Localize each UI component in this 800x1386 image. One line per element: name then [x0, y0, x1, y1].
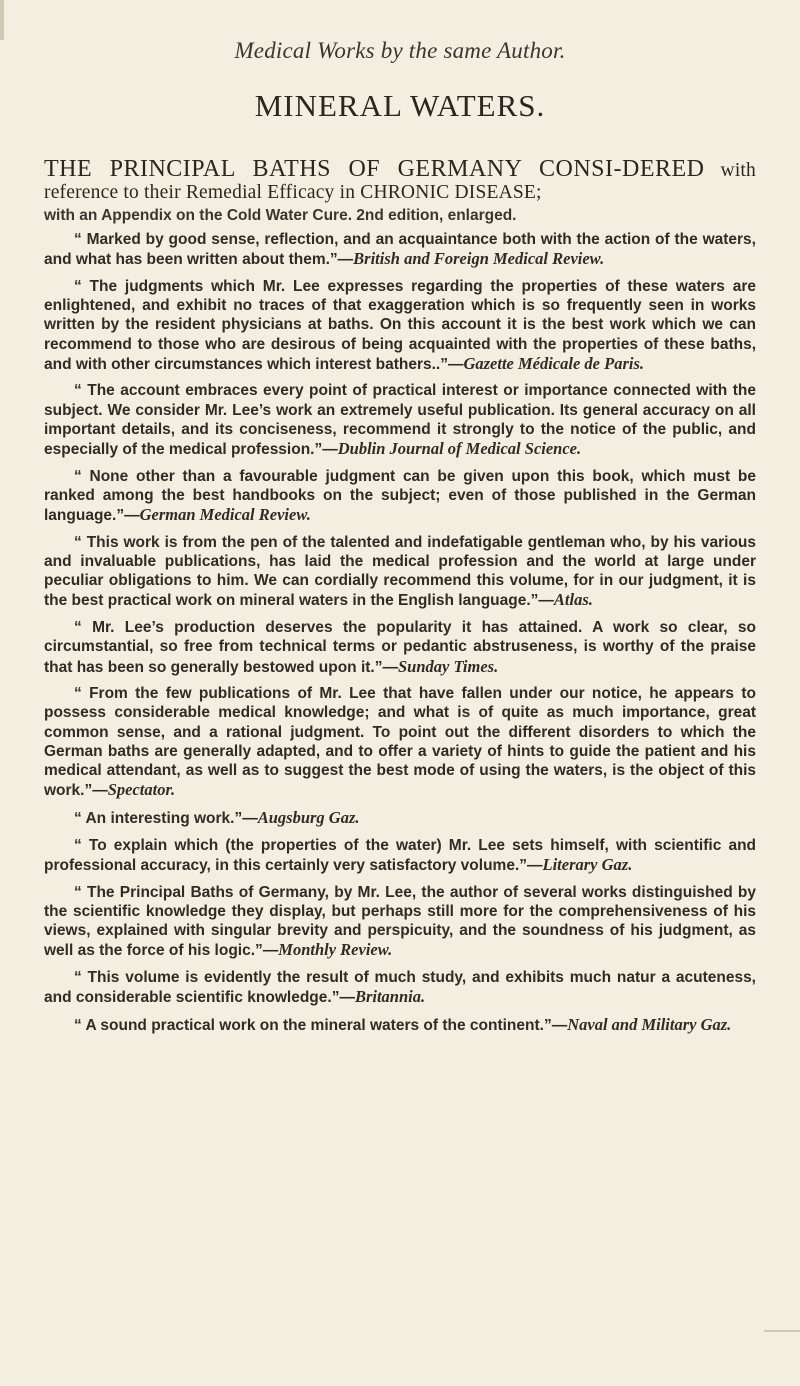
page-title: MINERAL WATERS.	[254, 88, 546, 123]
review-source: Dublin Journal of Medical Science.	[337, 439, 582, 459]
review-quote	[44, 808, 756, 828]
review-quote	[44, 618, 756, 677]
review-source: Sunday Times.	[397, 656, 499, 676]
review-text: “ The judgments which Mr. Lee expresses regarding the properties of these waters are enlightened, and exhibit no traces of that exaggeration which is so frequently seen in works written by the resident physicians at baths. On this account it is the best work which we can recommend to those who are desirous of being acquainted with the properties of these baths, and with other circumstances which interest bathers..”—	[44, 277, 756, 373]
review-source: Spectator.	[107, 780, 176, 800]
review-source: Britannia.	[354, 987, 426, 1007]
review-quote	[44, 1015, 756, 1035]
review-quote	[44, 883, 756, 961]
review-quote	[44, 968, 756, 1007]
review-text: “ None other than a favourable judgment can be given upon this book, which must be ranked among the best handbooks on the subject; even of those published in the German language.”—	[44, 467, 756, 525]
book-title-main: THE PRINCIPAL BATHS OF GERMANY CONSI-DERED	[44, 156, 705, 182]
page-edge-mark	[0, 0, 4, 40]
review-text: “ A sound practical work on the mineral waters of the continent.”—	[74, 1016, 568, 1034]
book-title-topic: CHRONIC DISEASE	[360, 182, 537, 203]
book-title-reference: with reference to their Remedial Efficacy in	[44, 160, 756, 203]
book-title	[44, 158, 756, 204]
review-source: Monthly Review.	[278, 940, 393, 960]
review-source: German Medical Review.	[139, 505, 311, 525]
review-text: “ This volume is evidently the result of much study, and exhibits much natur a acuteness, and considerable scientific knowledge.”—	[44, 968, 756, 1007]
review-quote	[44, 533, 756, 611]
review-source: Literary Gaz.	[542, 854, 633, 874]
review-quote	[44, 277, 756, 374]
review-text: “ Marked by good sense, reflection, and an acquaintance both with the action of the waters, and what has been written about them.”—	[44, 231, 756, 269]
review-text: “ An interesting work.”—	[74, 809, 258, 827]
review-text: “ The Principal Baths of Germany, by Mr. Lee, the author of several works distinguished by the scientific knowledge they display, but perhaps still more for the comprehensiveness of his views, explained with singular brevity and perspicuity, and the soundness of his judgment, as well as the force of his logic.”—	[44, 883, 756, 960]
review-source: Naval and Military Gaz.	[567, 1014, 732, 1034]
review-text: “ Mr. Lee’s production deserves the popularity it has attained. A work so clear, so circumstantial, so free from technical terms or pedantic abstruseness, is worthy of the praise that has been so generally bestowed upon it.”—	[44, 619, 756, 676]
advertisement-body	[44, 158, 756, 1043]
review-source: Gazette Médicale de Paris.	[463, 353, 645, 373]
review-source: Atlas.	[553, 590, 593, 610]
review-text: “ To explain which (the properties of the water) Mr. Lee sets himself, with scientific and professional accuracy, in this certainly very satisfactory volume.”—	[44, 836, 756, 874]
review-quote	[44, 684, 756, 800]
running-title: Medical Works by the same Author.	[234, 38, 566, 63]
book-title-punct: ;	[536, 182, 542, 203]
review-text: “ The account embraces every point of practical interest or importance connected with the subject. We consider Mr. Lee’s work an extremely useful publication. Its general accuracy on all important details, and its conciseness, recommend it strongly to the notice of the public, and especially of the medical profession.”—	[44, 382, 756, 459]
review-source: British and Foreign Medical Review.	[353, 249, 605, 269]
review-source: Augsburg Gaz.	[257, 807, 360, 827]
review-quote	[44, 467, 756, 526]
book-subtitle: with an Appendix on the Cold Water Cure. 2nd edition, enlarged.	[44, 207, 517, 224]
review-quote	[44, 381, 756, 459]
review-quote	[44, 230, 756, 269]
page-edge-mark-bottom	[764, 1330, 800, 1332]
review-text: “ This work is from the pen of the talented and indefatigable gentleman who, by his various and invaluable publications, has laid the medical profession and the world at large under peculiar obligations to him. We can cordially recommend this volume, for in our judgment, it is the best practical work on mineral waters in the English language.”—	[44, 533, 756, 610]
review-text: “ From the few publications of Mr. Lee that have fallen under our notice, he appears to possess considerable medical knowledge; and what is of quite as much importance, great common sense, and a rational judgment. To point out the different disorders to which the German baths are generally adapted, and to offer a variety of hints to guide the patient and his medical attendant, as well as to suggest the best mode of using the waters, is the object of this work.”—	[44, 685, 756, 800]
review-quote	[44, 836, 756, 875]
